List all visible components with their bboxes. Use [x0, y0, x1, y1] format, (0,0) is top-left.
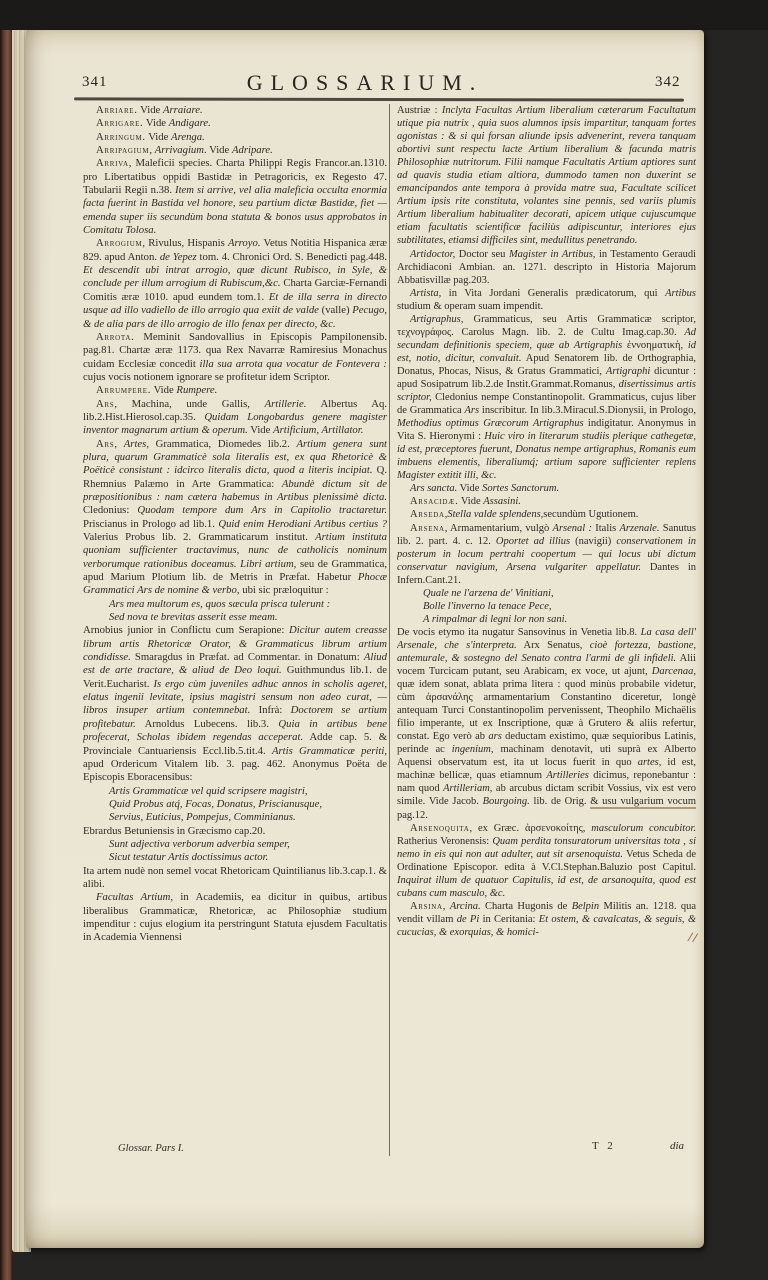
paragraph: Arripagium, Arrivagium. Vide Adripare. [96, 144, 273, 157]
gathering-signature: T 2 [592, 1140, 616, 1152]
paragraph: Artidoctor, Doctor seu Magister in Artibus, in Testamento Geraudi Archidiaconi Ambian. an. 1271. descripto in Historia Majorum Abbatisvillæ pag.203. [397, 248, 696, 286]
page-title: GLOSSARIUM. [246, 70, 484, 95]
paragraph: Ita artem nudè non semel vocat Rhetoricam Quintilianus lib.3.cap.1. & alibi. [83, 864, 387, 890]
paragraph: Ars, Artes, Grammatica, Diomedes lib.2. Artium genera sunt plura, quarum Grammaticè sola literalis est, ex qua Rhetoricè & Poëticè consistunt : idcirco literalis dicta, quod a literis incipiat. Q. Rhemnius Palæmo in Arte Grammatica: Abundè dictum sit de præpositionibus : nam cætera habemus in Artibus plenissimè dicta. Cledonius: Quodam tempore dum Ars in Capitolio tractaretur. Priscianus in Prologo ad lib.1. Quid enim Herodiani Artibus certius ? Valerius Probus lib. 2. Grammaticarum institut. Artium instituta quoniam sufficienter tractavimus, nunc de catholicis nominum verborumque rationibus doceamus. Libri artium, seu de Grammatica, apud Marium Plotium lib. de Metris in Præfat. Habetur Phocæ Grammatici Ars de nomine & verbo, ubi sic præloquitur : [83, 437, 387, 597]
paragraph: Arrigare. Vide Andigare. [96, 117, 211, 130]
paragraph: Austriæ : Inclyta Facultas Artium liberalium cæterarum Facultatum utique pia nutrix , quia suos alumnos ipsis impartitur, tanquam fortes agonistas : & si qui forsan aliunde ipsis advenerint, revera tanquam abortivi sunt respectu lacte Artium liberalium & facunda matris Philosophiæ nutritorum. Filii namque Facultatis Artium aptiores sunt ad quavis studia etiam altiora, dummodo tamen non duxerint se emancipandos ante tempora à provida matre sua, Facultate scilicet Artium ipsis rite constituta, volantes sine pennis, sed variis plumis Artium liberalium habitualiter decorati, apicem utique cujuscumque etiam facultatis scientificæ faciliùs adipiscuntur, interiores ejus subtilitates, etiamsi difficiles sint, medullitus penetrando. [397, 105, 696, 247]
paragraph: Arriare. Vide Arraiare. [96, 104, 203, 116]
verse-line: Quale ne l'arzena de' Vinitiani, [423, 587, 554, 599]
verse-line: Quid Probus atq́, Focas, Donatus, Priscianusque, [109, 797, 323, 810]
column-divider-rule [389, 104, 390, 1156]
folio-number-right: 342 [655, 74, 681, 90]
text-column-left [83, 104, 387, 1142]
text-column-right [397, 104, 696, 1136]
paragraph: Arsena, Armamentarium, vulgò Arsenal : Italis Arzenale. Sanutus lib. 2. part. 4. c. 12. Oportet ad illius (navigii) conservationem in posterum in locum pertrahi coopertum — qui locus ubi dictum conservatur navigium, Arsena vulgariter appellatur. Dantes in Infern.Cant.21. [397, 522, 696, 586]
verse-line: Bolle l'inverno la tenace Pece, [423, 600, 552, 612]
paragraph: Arriva, Maleficii species. Charta Philippi Regis Francor.an.1310. pro Libertatibus oppidi Bastidæ in Petragoricis, ex Regesto 47. Tabularii Regii n.38. Item si arrive, vel alia maleficia occulta enormia facta fuerint in Bastida vel honore, seu partium dictæ Bastidæ, fiet — emenda super iis secundùm bona statuta & bonos usus approbatos in Comitatu Tolosa. [83, 157, 387, 237]
folio-number-left: 341 [82, 74, 108, 90]
paragraph: Arringum. Vide Arenga. [96, 130, 205, 143]
paragraph: Arrota. Meminit Sandovallius in Episcopis Pampilonensib. pag.81. Chartæ æræ 1173. qua Rex Navarræ Ramiresius Monachus cuidam Ecclesiæ concedit illa sua arrota qua vocatur de Fontevera : cujus vocis notionem ignorare se profitetur idem Scriptor. [83, 330, 387, 383]
verse-line: Ars mea multorum es, quos sæcula prisca tulerunt : [109, 597, 331, 610]
paragraph: Artista, in Vita Jordani Generalis prædicatorum, qui Artibus studium & operam suam impendit. [397, 287, 696, 312]
paragraph: De vocis etymo ita nugatur Sansovinus in Venetia lib.8. La casa dell' Arsenale, che s'interpreta. Arx Senatus, cioè fortezza, bastione, antemurale, & sostegno del Senato contra l'armi de gli infideli. Alii vocem Turcicam putant, seu Arabicam, ex voce, ut ajunt, Darcenaa, quæ idem sonat, ablata prima litera : quod minùs probabile videtur, cùm ἀρσανάλης armamentarium Constantino diceretur, longè antequam Turci Constantinopolim pervenissent, Theophilo Michaëlis filio imperante, ut ex Inscriptione, quæ à Grutero & aliis refertur, constat. Ego verò ab ars deductam existimo, quæ sequioribus Latinis, perinde ac ingenium, machinam denotavit, uti suprà ex Alberto Aquensi observatum est, ita ut locus fuerit in quo artes, id est, machinæ bellicæ, quas etiamnum Artilleries dicimus, reponebantur : nam quod Artilleriam, ab arcubus dictam scribit Vossius, vix est vero simile. Vide Jacob. Bourgoing. lib. de Orig. & usu vulgarium vocum pag.12. [397, 626, 696, 821]
verse-line: A rimpalmar di legni lor non sani. [423, 613, 568, 625]
paragraph: Arsacidæ. Vide Assasini. [410, 496, 521, 508]
verse-line: Artis Grammaticæ vel quid scripsere magistri, [109, 784, 308, 797]
paragraph: Arrumpere. Vide Rumpere. [96, 384, 218, 397]
top-shadow [0, 0, 768, 30]
paragraph: Arnobius junior in Conflictu cum Serapione: Dicitur autem creasse librum artis Rhetoricæ Orator, & Grammaticus librum artium condidisse. Smaragdus in Præfat. ad Commentar. in Donatum: Aliud est de arte tractare, & aliud de Deo loqui. Guithmundus lib.1. de Verit.Eucharist. Is ergo cùm juveniles adhuc annos in scholis ageret, elatus ingenii levitate, ipsius magistri sensum non adeo curat, — libros insuper artium contemnebat. Infrà: Doctorem se artium profitebatur. Arnoldus Lubecens. lib.3. Quia in artibus bene profecerat, Scholas ibidem regendas acceperat. Adde cap. 5. & Provinciale Cantuariensis Eccl.lib.5.tit.4. Artis Grammaticæ periti, apud Ordericum Vitalem lib. 3. pag. 462. Anonymus Poëta de Episcopis Eboracensibus: [83, 624, 387, 784]
paragraph: Ars sancta. Vide Sortes Sanctorum. [410, 483, 560, 495]
paragraph: Ebrardus Betuniensis in Græcismo cap.20. [83, 824, 266, 837]
header-rule [74, 97, 684, 101]
paragraph: Arseda,Stella valde splendens,secundùm Ugutionem. [410, 509, 639, 521]
paragraph: Arsina, Arcina. Charta Hugonis de Belpin Militis an. 1218. qua vendit villam de Pi in Ceritania: Et ostem, & cavalcatas, & seguis, & cucucias, & exorquias, & homici- [397, 900, 696, 938]
catchword: dia [670, 1140, 685, 1152]
pencil-marginal-mark: // [686, 930, 700, 947]
verse-line: Sed nova te brevitas asserit esse meam. [109, 611, 278, 624]
verse-line: Sicut testatur Artis doctissimus actor. [109, 851, 269, 864]
paragraph: Ars, Machina, unde Gallis, Artillerie. Albertus Aq. lib.2.Hist.Hierosol.cap.35. Quidam Longobardus genere magister inventor magnarum artium & operum. Vide Artificium, Artillator. [83, 397, 387, 437]
book-page [26, 30, 704, 1248]
paragraph: Arsenoquita, ex Græc. ἀρσενοκοίτης, masculorum concubitor. Ratherius Veronensis: Quam perdita tonsuratorum universitas tota , si nemo in eis qui non aut adulter, aut sit arsenoquista. Vetus Scheda de Ordinatione Episcopor. edita à V.Cl.Stephan.Baluzio post Capitul. Inquirat illum de quatuor Capitulis, id est, de arsanoquita, quod est cubans cum masculo, &c. [397, 822, 696, 899]
verse-line: Sunt adjectiva verborum adverbia semper, [109, 837, 290, 850]
verse-line: Servius, Euticius, Pompejus, Comminianus. [109, 811, 296, 824]
volume-footer: Glossar. Pars I. [118, 1143, 184, 1154]
paragraph: Facultas Artium, in Academiis, ea dicitur in quibus, artibus liberalibus Grammaticæ, Rhetoricæ, ac Philosophiæ studium impenditur : cujus elogium ita perstringunt Statuta ejusdem Facultatis in Academia Viennensi [83, 891, 387, 944]
paragraph: Artigraphus, Grammaticus, seu Artis Grammaticæ scriptor, τεχνογράφος. Carolus Magn. lib. 2. de Cultu Imag.cap.30. Ad secundam definitionis speciem, quæ ab Artigraphis ἐννοηματικὴ, id est, notio, dicitur, convaluit. Apud Senatorem lib. de Orthographia, Donatus, Phocas, Nisus, & Gratus Grammatici, Artigraphi dicuntur : apud Sosipatrum lib.2.de Instit.Grammat.Romanus, disertissimus artis scriptor, Cledonius nempe Constantinopolit. Grammaticus, cujus liber de Grammatica Ars inscribitur. In lib.3.Miracul.S.Dionysii, in Prologo, Methodius optimus Græcorum Artigraphus indigitatur. Anonymus in Vita S. Hieronymi : Huic viro in literarum studiis plerique cathegetæ, id est, præceptores fuerunt, Donatus nempe artigraphus, Romanis eum imbuens elementis, liberaliumq́; artium sapore sufficienter replens Magister extitit illi, &c. [397, 313, 696, 482]
paragraph: Arrogium, Rivulus, Hispanis Arroyo. Vetus Notitia Hispanica æræ 829. apud Anton. de Yepez tom. 4. Chronici Ord. S. Benedicti pag.448. Et descendit ubi intrat arrogio, quæ dicunt Rubisco, in Syle, & conclude per illum arrogium di Rubiscum,&c. Charta Garciæ-Fernandi Comitis æræ 1010. apud eundem tom.1. Et de illa serra in directo usque ad illo vadiello de illo arrogio qua exiit de valde (valle) Pecugo, & de alia pars de illo arrogio de illo fenax per directo, &c. [83, 237, 387, 330]
